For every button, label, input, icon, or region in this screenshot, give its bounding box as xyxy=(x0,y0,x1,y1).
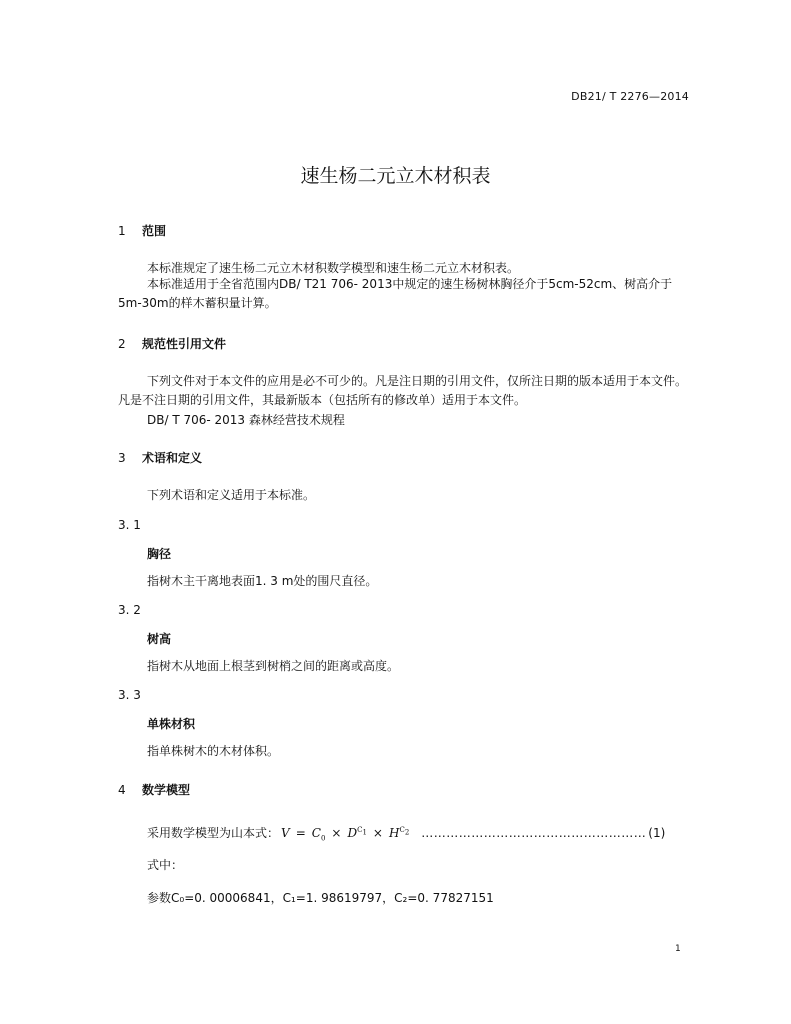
section-3-heading xyxy=(118,449,202,466)
formula-parameters: 参数C₀=0. 00006841，C₁=1. 98619797，C₂=0. 77827151 xyxy=(147,891,494,905)
section-title: 范围 xyxy=(142,224,167,238)
formula-d: D xyxy=(347,826,358,840)
formula-times: × xyxy=(372,826,383,840)
term-title: 树高 xyxy=(147,632,172,646)
reference-item: DB/ T 706- 2013 森林经营技术规程 xyxy=(147,413,345,427)
term-title: 胸径 xyxy=(147,547,172,561)
section-title: 术语和定义 xyxy=(142,451,203,465)
scope-paragraph-2: 本标准适用于全省范围内DB/ T21 706- 2013中规定的速生杨树林胸径介于5cm-52cm、树高介于5m-30m的样木蓄积量计算。 xyxy=(118,277,673,310)
formula-c0: C xyxy=(311,826,321,840)
formula-times: × xyxy=(331,826,342,840)
formula-line xyxy=(147,824,665,842)
page-number: 1 xyxy=(675,944,681,954)
section-number: 1 xyxy=(118,224,126,238)
section-1-heading xyxy=(118,222,166,239)
formula-where: 式中： xyxy=(147,858,184,872)
scope-paragraph-1: 本标准规定了速生杨二元立木材积数学模型和速生杨二元立木材积表。 xyxy=(147,261,520,275)
section-number: 3 xyxy=(118,451,126,465)
volume-formula xyxy=(281,826,409,842)
term-definition: 指树木主干离地表面1. 3 m处的围尺直径。 xyxy=(147,574,378,588)
term-title: 单株材积 xyxy=(147,717,196,731)
term-number: 3. 3 xyxy=(118,688,141,702)
leader-dots: ……………………………………………… xyxy=(421,826,647,840)
section-4-heading xyxy=(118,781,190,798)
formula-equals: = xyxy=(295,826,306,840)
section-number: 4 xyxy=(118,783,126,797)
normative-references-paragraph: 下列文件对于本文件的应用是必不可少的。凡是注日期的引用文件，仅所注日期的版本适用于本文件。凡是不注日期的引用文件，其最新版本（包括所有的修改单）适用于本文件。 xyxy=(118,374,688,407)
formula-h-exponent: C2 xyxy=(399,826,410,837)
formula-c0-sub: 0 xyxy=(320,834,326,843)
formula-d-exponent: C1 xyxy=(357,826,367,837)
term-definition: 指单株树木的木材体积。 xyxy=(147,744,280,758)
document-code: DB21/ T 2276—2014 xyxy=(571,90,689,103)
term-definition: 指树木从地面上根茎到树梢之间的距离或高度。 xyxy=(147,659,400,673)
document-title: 速生杨二元立木材积表 xyxy=(300,165,491,187)
term-number: 3. 2 xyxy=(118,603,141,617)
formula-h: H xyxy=(388,826,400,840)
section-2-heading xyxy=(118,335,226,352)
formula-v: V xyxy=(281,826,290,840)
formula-intro: 采用数学模型为山本式： xyxy=(147,826,280,840)
section-title: 数学模型 xyxy=(142,783,191,797)
equation-number: (1) xyxy=(648,826,666,840)
section-number: 2 xyxy=(118,337,126,351)
section-title: 规范性引用文件 xyxy=(142,337,227,351)
term-number: 3. 1 xyxy=(118,518,141,532)
terms-intro: 下列术语和定义适用于本标准。 xyxy=(147,488,316,502)
